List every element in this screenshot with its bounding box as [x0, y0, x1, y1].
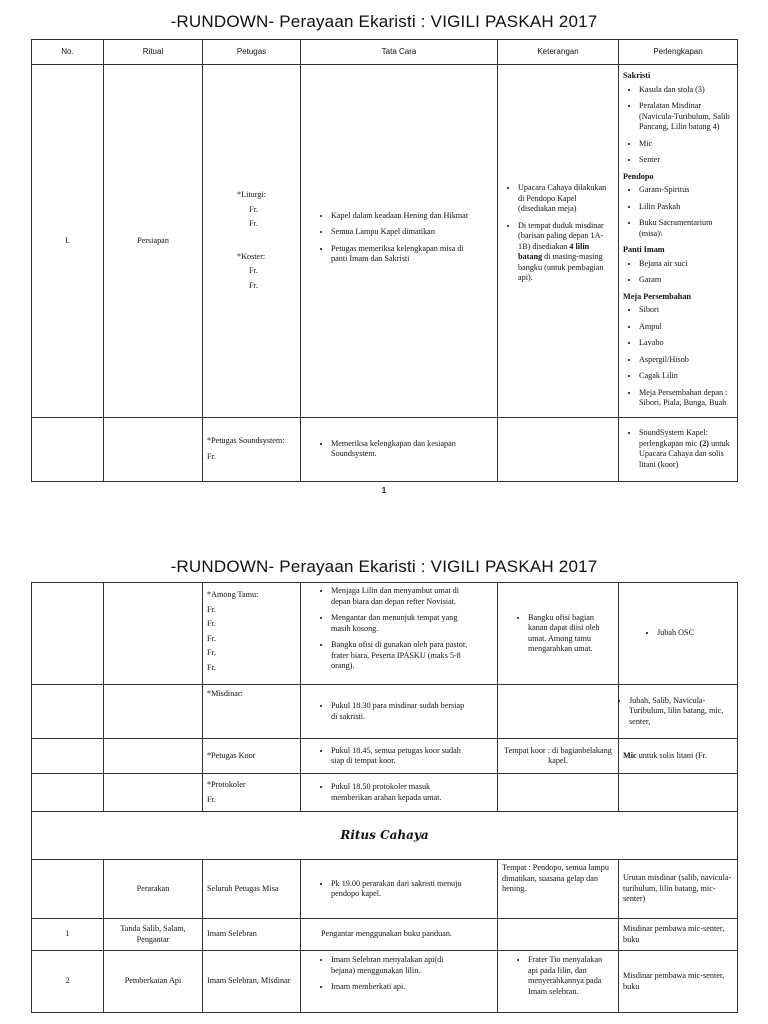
petugas-name: Fr.: [207, 452, 216, 461]
cell-no: [32, 583, 104, 685]
cell-perlengkapan: [619, 65, 738, 418]
cell-petugas: *Misdinar:: [203, 685, 301, 739]
cell-ritual: Pemberkatan Api: [104, 951, 203, 1013]
table-row: [32, 951, 738, 1013]
list-item: • Pk 19.00 perarakan dari sakristi menuju pendopo kapel.: [331, 879, 483, 900]
page-title: -RUNDOWN- Perayaan Ekaristi : VIGILI PASKAH 2017: [170, 557, 598, 576]
section-meja-persembahan: Meja Persembahan: [623, 291, 691, 301]
table-row: [32, 417, 738, 481]
cell-tata-cara: [301, 417, 498, 481]
list-item: • Memeriksa kelengkapan dan kesiapan Soundsystem.: [331, 439, 493, 460]
keterangan-bold: 4 lilin batang: [518, 241, 590, 261]
list-item: • Mengantar dan menunjuk tempat yang masih kosong.: [331, 613, 471, 634]
cell-keterangan: [498, 417, 619, 481]
petugas-name: Fr.: [207, 633, 216, 643]
cell-tata-cara: [301, 774, 498, 812]
cell-perlengkapan: [619, 583, 738, 685]
perlengkapan-bold: Mic: [623, 750, 637, 760]
list-item: • Jubah OSC: [657, 628, 733, 639]
petugas-name: Fr.: [207, 604, 216, 614]
list-item: • Sibori: [639, 305, 733, 316]
rundown-table-page-1: [31, 39, 738, 482]
section-pendopo: Pendopo: [623, 171, 654, 181]
cell-keterangan: [498, 685, 619, 739]
petugas-spacer: [207, 234, 296, 248]
header-ritual: Ritual: [104, 40, 203, 65]
cell-keterangan: [498, 919, 619, 951]
petugas-name: Fr.: [249, 219, 258, 229]
list-item: • Imam memberkati api.: [331, 982, 463, 993]
table-row: [32, 860, 738, 919]
cell-keterangan: [498, 774, 619, 812]
cell-ritual: [104, 685, 203, 739]
list-item: • Lilin Paskah: [639, 202, 733, 213]
perlengkapan-text: SoundSystem Kapel: perlengkapan mic: [639, 428, 708, 448]
cell-petugas: Imam Selebran, Misdinar: [203, 951, 301, 1013]
cell-tata-cara: [301, 860, 498, 919]
section-title-ritus-cahaya: Ritus Cahaya: [32, 812, 738, 860]
cell-tata-cara: [301, 739, 498, 774]
perlengkapan-text: untuk solis litani (Fr.: [638, 750, 707, 760]
section-row: [32, 812, 738, 860]
cell-ritual: Tanda Salib, Salam, Pengantar: [104, 919, 203, 951]
list-item: • Menjaga Lilin dan menyambut umat di depan biara dan depan refter Novisiat.: [331, 586, 471, 607]
page-number: 1: [381, 486, 387, 495]
header-keterangan: Keterangan: [498, 40, 619, 65]
table-row: [32, 65, 738, 418]
cell-keterangan: [498, 65, 619, 418]
cell-perlengkapan: Urutan misdinar (salib, navicula-turibulum, lilin batang, mic-senter): [619, 860, 738, 919]
petugas-name: Fr.: [207, 619, 216, 628]
cell-petugas: [203, 417, 301, 481]
perlengkapan-bold: (2): [699, 438, 710, 448]
cell-petugas: Seluruh Petugas Misa: [203, 860, 301, 919]
list-item: • Mic: [639, 139, 733, 150]
keterangan-text: Di tempat duduk misdinar (barisan paling depan 1A-1B) disediakan: [518, 220, 604, 251]
list-item: • Senter: [639, 155, 733, 166]
cell-perlengkapan: [619, 739, 738, 774]
list-item: • Frater Tio menyalakan api pada lilin, dan menyerahkannya pada Imam selebran.: [528, 955, 614, 997]
cell-keterangan: Tempat koor : di bagianbelakang kapel.: [498, 739, 619, 774]
petugas-label: *Petugas Soundsystem:: [207, 435, 285, 445]
list-item: • Petugas memeriksa kelengkapan misa di panti Imam dan Sakristi: [331, 244, 473, 265]
cell-ritual: [104, 417, 203, 481]
list-item: [518, 221, 614, 284]
table-row: [32, 919, 738, 951]
cell-no: [32, 860, 104, 919]
table-row: [32, 774, 738, 812]
page-title: -RUNDOWN- Perayaan Ekaristi : VIGILI PASKAH 2017: [170, 12, 598, 31]
petugas-name: Fr.: [207, 648, 216, 657]
list-item: • Imam Selebran menyalakan api(di bejana) menggunakan lilin.: [331, 955, 463, 976]
list-item: • Pukul 18.50 protokoler masuk memberikan arahan kepada umat.: [331, 782, 471, 803]
cell-ritual: [104, 583, 203, 685]
table-header-row: [32, 40, 738, 65]
list-item: • Lavabo: [639, 338, 733, 349]
cell-keterangan: Tempat : Pendopo, semua lampu dimatikan, suasana gelap dan hening.: [498, 860, 619, 919]
list-item: • Garam-Spiritus: [639, 185, 733, 196]
cell-tata-cara: Pengantar menggunakan buku panduan.: [301, 919, 498, 951]
list-item: • Pukul 18.45, semua petugas koor sudah siap di tempat koor.: [331, 746, 471, 767]
cell-petugas: [203, 774, 301, 812]
table-row: [32, 685, 738, 739]
cell-tata-cara: [301, 685, 498, 739]
header-perlengkapan: Perlengkapan: [619, 40, 738, 65]
list-item: • Aspergil/Hisob: [639, 355, 733, 366]
list-item: • Kasula dan stola (3): [639, 85, 733, 96]
rundown-table-page-2: [31, 582, 738, 1013]
section-sakristi: Sakristi: [623, 71, 651, 80]
cell-perlengkapan: [619, 417, 738, 481]
section-panti-imam: Panti Imam: [623, 245, 665, 254]
list-item: • Peralatan Misdinar (Navicula-Turibulum, Salib Pancang, Lilin batang 4): [639, 101, 733, 133]
cell-no: I.: [32, 65, 104, 418]
cell-keterangan: [498, 583, 619, 685]
list-item: • Pukul 18.30 para misdinar sudah bersiap di sakristi.: [331, 701, 471, 722]
list-item: • Bangku ofisi di gunakan oleh para pastor, frater biara, Peserta IPASKU (maks 5-8 orang).: [331, 640, 471, 672]
list-item: • Upacara Cahaya dilakukan di Pendopo Kapel (disediakan meja): [518, 183, 614, 215]
petugas-name: Fr.: [249, 280, 258, 290]
cell-no: 1: [32, 919, 104, 951]
list-item: • Ampul: [639, 322, 733, 333]
list-item: [639, 428, 733, 470]
petugas-label: *Protokoler: [207, 780, 246, 789]
petugas-name: Fr.: [207, 794, 216, 804]
list-item: • Garam: [639, 275, 733, 286]
cell-ritual: [104, 774, 203, 812]
cell-petugas: *Petugas Koor: [203, 739, 301, 774]
cell-petugas: Imam Selebran: [203, 919, 301, 951]
header-tata-cara: Tata Cara: [301, 40, 498, 65]
keterangan-text: di masing-masing bangku (untuk pembagian api).: [518, 252, 604, 282]
page-gap: [0, 515, 768, 540]
cell-perlengkapan: Misdinar pembawa mic-senter, buku: [619, 951, 738, 1013]
cell-no: 2: [32, 951, 104, 1013]
cell-tata-cara: [301, 951, 498, 1013]
list-item: • Jubah, Salib, Navicula-Turibulum, lilin batang, mic, senter,: [629, 696, 733, 728]
cell-petugas: [203, 65, 301, 418]
cell-no: [32, 774, 104, 812]
cell-tata-cara: [301, 583, 498, 685]
cell-perlengkapan: [619, 774, 738, 812]
cell-perlengkapan: [619, 685, 738, 739]
perlengkapan-text: untuk Upacara Cahaya dan solis litani (koor): [639, 438, 730, 469]
cell-ritual: [104, 739, 203, 774]
list-item: • Kapel dalam keadaan Hening dan Hikmat: [331, 211, 473, 222]
petugas-label: *Koster:: [237, 251, 266, 261]
petugas-name: Fr.: [207, 662, 216, 672]
list-item: • Bejana air suci: [639, 259, 733, 270]
cell-perlengkapan: Misdinar pembawa mic-senter, buku: [619, 919, 738, 951]
document-page-2: [0, 540, 768, 1024]
list-item: • Meja Persembahan depan : Sibori, Piala, Bunga, Buah: [639, 388, 733, 409]
petugas-label: *Among Tamu:: [207, 590, 259, 599]
cell-no: [32, 417, 104, 481]
cell-keterangan: [498, 951, 619, 1013]
petugas-name: Fr.: [249, 266, 258, 276]
petugas-name: Fr.: [249, 204, 258, 214]
table-row: [32, 583, 738, 685]
header-petugas: Petugas: [203, 40, 301, 65]
petugas-label: *Liturgi:: [237, 190, 266, 200]
cell-ritual: Persiapan: [104, 65, 203, 418]
header-no: No.: [32, 40, 104, 65]
cell-no: [32, 739, 104, 774]
list-item: • Cagak Lilin: [639, 371, 733, 382]
cell-ritual: Perarakan: [104, 860, 203, 919]
list-item: • Buku Sacramentarium (misa)\: [639, 218, 733, 239]
cell-no: [32, 685, 104, 739]
cell-petugas: [203, 583, 301, 685]
list-item: • Semua Lampu Kapel dimatikan: [331, 227, 473, 238]
list-item: • Bangku ofisi bagian kanan dapat diisi oleh umat. Among tamu mengarahkan umat.: [528, 613, 606, 655]
table-row: [32, 739, 738, 774]
cell-tata-cara: [301, 65, 498, 418]
